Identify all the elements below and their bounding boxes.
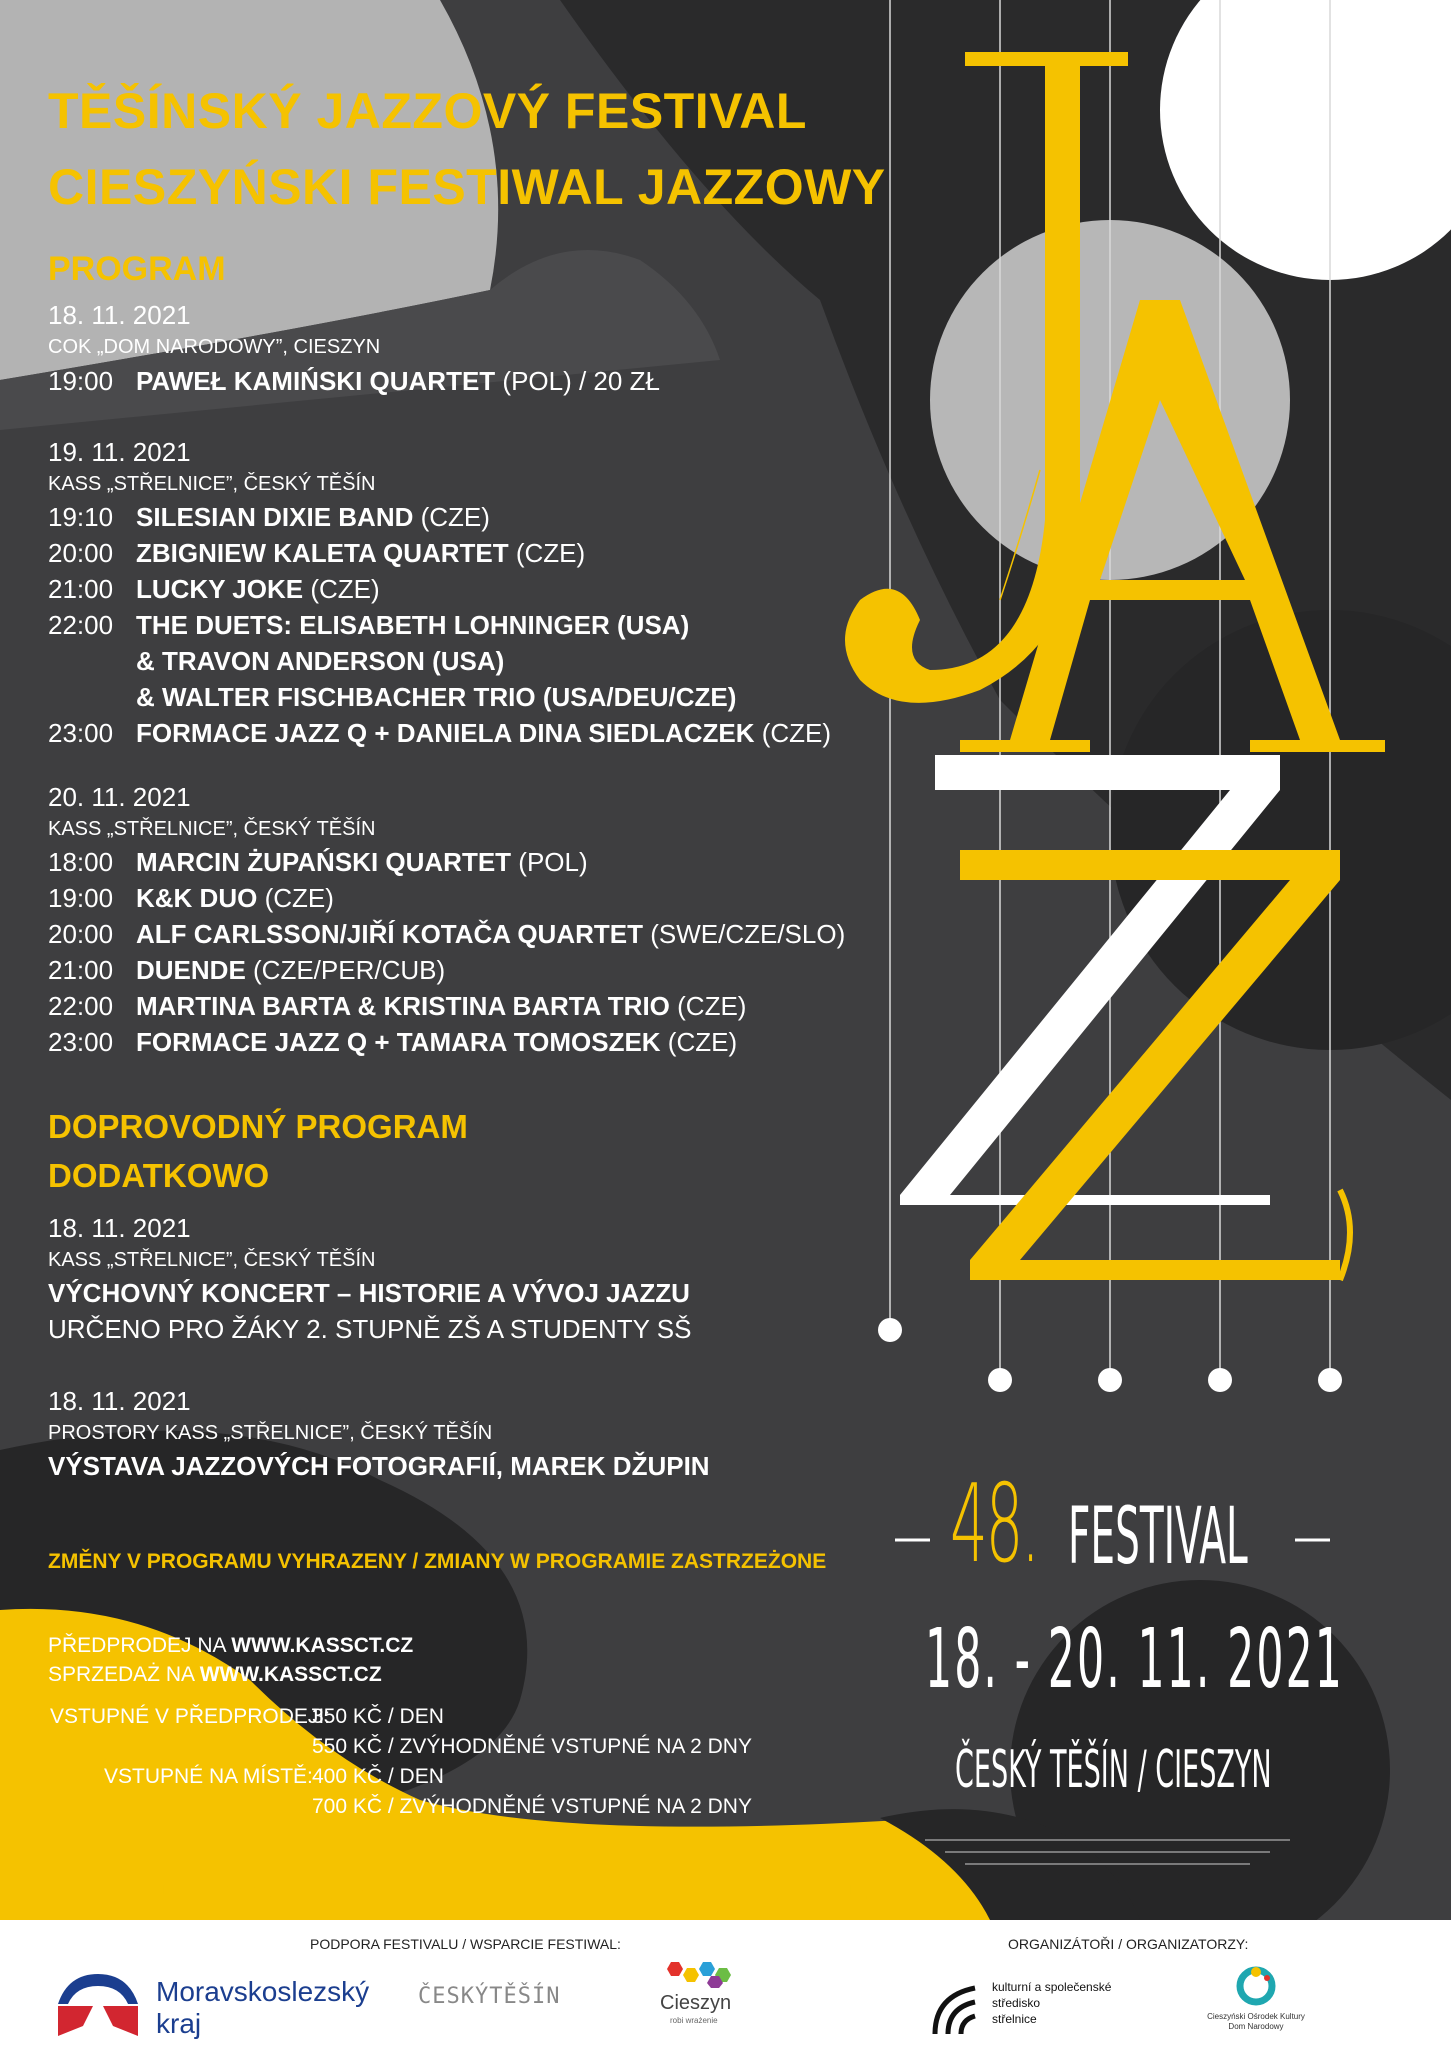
presale-price-label: VSTUPNÉ V PŘEDPRODEJI: (50, 1705, 331, 1728)
day1-date: 18. 11. 2021 (48, 300, 191, 330)
msk-emblem-icon (48, 1964, 148, 2044)
cok-emblem-icon (1234, 1964, 1278, 2008)
accompanying-heading-cz: DOPROVODNÝ PROGRAM (48, 1108, 468, 1145)
day2-event-2: 20:00 ZBIGNIEW KALETA QUARTET (CZE) (48, 538, 586, 568)
msk-logo (48, 1964, 368, 2044)
cieszyn-logo (656, 1960, 746, 2040)
day3-venue: KASS „STŘELNICE”, ČESKÝ TĚŠÍN (48, 818, 376, 840)
day3-event-1: 18:00 MARCIN ŻUPAŃSKI QUARTET (POL) (48, 847, 588, 877)
cok-line2: Dom Narodowy (1228, 2022, 1284, 2031)
cieszyn-text: Cieszyn (660, 1992, 732, 2014)
day3-event-3: 20:00 ALF CARLSSON/JIŘÍ KOTAČA QUARTET (SWE/CZE/SLO) (48, 919, 846, 949)
cesky-tesin-text: ČESKÝTĚŠÍN (418, 1984, 561, 2009)
presale-price-2: 550 KČ / ZVÝHODNĚNÉ VSTUPNÉ NA 2 DNY (312, 1735, 752, 1758)
acc1-date: 18. 11. 2021 (48, 1213, 191, 1243)
door-price-2: 700 KČ / ZVÝHODNĚNÉ VSTUPNÉ NA 2 DNY (312, 1795, 752, 1818)
support-note: FESTIVAL JE PODPOŘEN DOTACÍ Z ROZPOČTU MORAVSKOSLEZSKÉHO KRAJE. (48, 1881, 872, 1904)
day2-date: 19. 11. 2021 (48, 437, 191, 467)
presale-cz: PŘEDPRODEJ NA WWW.KASSCT.CZ (48, 1634, 414, 1657)
day3-event-2: 19:00 K&K DUO (CZE) (48, 883, 334, 913)
day1-event-1: 19:00 PAWEŁ KAMIŃSKI QUARTET (POL) / 20 ZŁ (48, 366, 660, 396)
door-price-1: 400 KČ / DEN (312, 1765, 444, 1788)
kass-line1: kulturní a společenské (992, 1980, 1112, 1994)
day2-event-4: 22:00 THE DUETS: ELISABETH LOHNINGER (USA) (48, 610, 690, 640)
acc1-venue: KASS „STŘELNICE”, ČESKÝ TĚŠÍN (48, 1249, 376, 1271)
festival-place: ČESKÝ TĚŠÍN / CIESZYN (955, 1740, 1272, 1800)
cieszyn-tagline: robi wrażenie (670, 2016, 718, 2025)
day2-event-1: 19:10 SILESIAN DIXIE BAND (CZE) (48, 502, 490, 532)
organizers-label: ORGANIZÁTOŘI / ORGANIZATORZY: (1008, 1936, 1249, 1952)
day2-event-3: 21:00 LUCKY JOKE (CZE) (48, 574, 380, 604)
day3-event-5: 22:00 MARTINA BARTA & KRISTINA BARTA TRIO (CZE) (48, 991, 747, 1021)
kass-line2: středisko (992, 1996, 1041, 2010)
support-label: PODPORA FESTIVALU / WSPARCIE FESTIWAL: (310, 1936, 621, 1952)
day3-date: 20. 11. 2021 (48, 782, 191, 812)
kass-arcs-icon (930, 1976, 990, 2036)
day2-event-4-cont-2: & WALTER FISCHBACHER TRIO (USA/DEU/CZE) (136, 682, 737, 712)
festival-dates: 18. - 20. 11. 2021 (925, 1612, 1344, 1707)
program-change-notice: ZMĚNY V PROGRAMU VYHRAZENY / ZMIANY W PROGRAMIE ZASTRZEŻONE (48, 1550, 827, 1573)
day3-event-6: 23:00 FORMACE JAZZ Q + TAMARA TOMOSZEK (CZE) (48, 1027, 738, 1057)
day3-event-4: 21:00 DUENDE (CZE/PER/CUB) (48, 955, 446, 985)
acc1-subtitle: URČENO PRO ŽÁKY 2. STUPNĚ ZŠ A STUDENTY SŠ (48, 1314, 692, 1344)
cok-line1: Cieszyński Ośrodek Kultury (1207, 2012, 1305, 2021)
kass-line3: střelnice (992, 2012, 1037, 2026)
msk-logo-line1: Moravskoslezský (156, 1976, 370, 2007)
program-heading: PROGRAM (48, 250, 226, 288)
presale-pl: SPRZEDAŻ NA WWW.KASSCT.CZ (48, 1663, 382, 1686)
day2-venue: KASS „STŘELNICE”, ČESKÝ TĚŠÍN (48, 473, 376, 495)
acc2-title: VÝSTAVA JAZZOVÝCH FOTOGRAFIÍ, MAREK DŽUPIN (48, 1451, 710, 1481)
acc2-venue: PROSTORY KASS „STŘELNICE”, ČESKÝ TĚŠÍN (48, 1422, 493, 1444)
title-pl: CIESZYŃSKI FESTIWAL JAZZOWY (48, 159, 886, 215)
day2-event-4-cont-1: & TRAVON ANDERSON (USA) (136, 646, 505, 676)
day2-event-5: 23:00 FORMACE JAZZ Q + DANIELA DINA SIEDLACZEK (CZE) (48, 718, 832, 748)
day1-venue: COK „DOM NARODOWY”, CIESZYN (48, 336, 381, 358)
door-price-label: VSTUPNÉ NA MÍSTĚ: (104, 1765, 313, 1788)
acc1-title: VÝCHOVNÝ KONCERT – HISTORIE A VÝVOJ JAZZU (48, 1278, 690, 1308)
cesky-tesin-logo (418, 1984, 560, 2009)
title-cz: TĚŠÍNSKÝ JAZZOVÝ FESTIVAL (48, 83, 807, 139)
festival-word: FESTIVAL (1068, 1492, 1248, 1582)
cieszyn-hexagons-icon (661, 1960, 741, 1988)
cok-logo (1186, 1964, 1326, 2044)
msk-logo-line2: kraj (156, 2008, 202, 2039)
footer-sponsors (0, 1920, 1451, 2048)
kass-logo (930, 1972, 1130, 2044)
presale-price-1: 350 KČ / DEN (312, 1705, 444, 1728)
acc2-date: 18. 11. 2021 (48, 1386, 191, 1416)
festival-number: 48. (950, 1462, 1038, 1587)
accompanying-heading-pl: DODATKOWO (48, 1157, 270, 1194)
